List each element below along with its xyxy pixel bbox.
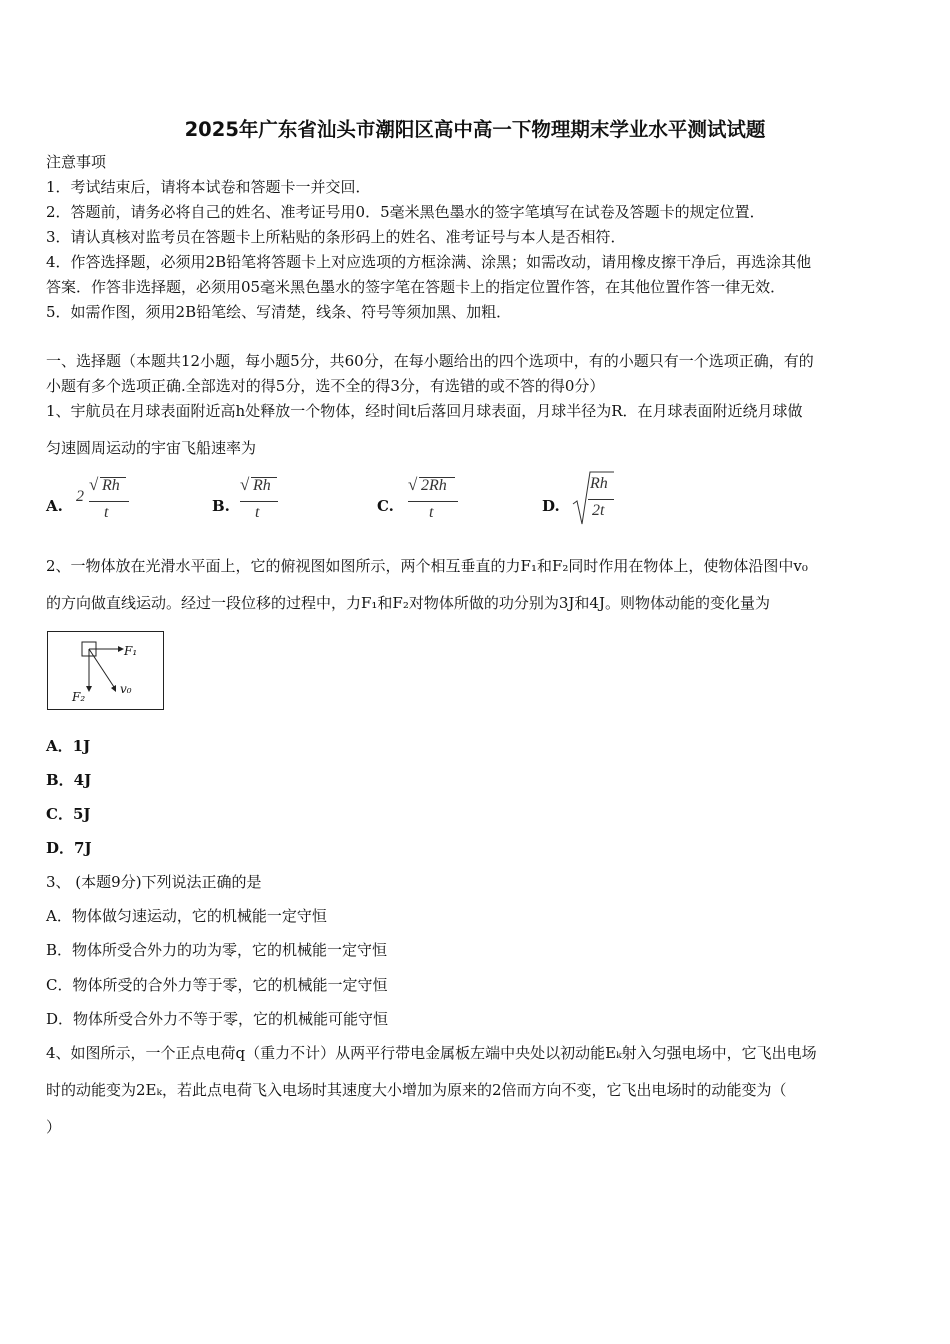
question-4-stem: ） <box>46 1118 62 1136</box>
question-3-option: C．物体所受的合外力等于零，它的机械能一定守恒 <box>46 976 388 994</box>
question-3-option: A．物体做匀速运动，它的机械能一定守恒 <box>46 907 327 925</box>
f1-label: F₁ <box>124 644 138 658</box>
notice-item: 答案．作答非选择题，必须用05毫米黑色墨水的签字笔在答题卡上的指定位置作答，在其他位置作答一律无效． <box>46 278 786 296</box>
question-3-option: D．物体所受合外力不等于零，它的机械能可能守恒 <box>46 1010 389 1028</box>
page-title: 2025年广东省汕头市潮阳区高中高一下物理期末学业水平测试试题 <box>184 118 766 141</box>
option-d-label: D. <box>542 497 560 515</box>
option-a-numerator: Rh <box>102 477 120 494</box>
question-3-stem: 3、 (本题9分)下列说法正确的是 <box>46 873 262 891</box>
option-d-numerator: Rh <box>590 475 608 492</box>
option-a-coefficient: 2 <box>76 488 84 505</box>
option-c-numerator: 2Rh <box>421 477 447 494</box>
question-4-stem: 时的动能变为2Eₖ，若此点电荷飞入电场时其速度大小增加为原来的2倍而方向不变，它飞出电场时的动能变为（ <box>46 1081 787 1099</box>
f2-label: F₂ <box>72 690 86 704</box>
section-instructions: 小题有多个选项正确.全部选对的得5分，选不全的得3分，有选错的或不答的得0分） <box>46 377 605 395</box>
force-diagram <box>47 631 164 710</box>
notice-item: 3．请认真核对监考员在答题卡上所粘贴的条形码上的姓名、准考证号与本人是否相符． <box>46 228 626 246</box>
option-c-label: C. <box>377 497 394 515</box>
question-3-option: B．物体所受合外力的功为零，它的机械能一定守恒 <box>46 941 388 959</box>
option-a-formula: 2 √ Rh t <box>76 472 136 528</box>
question-2-stem: 2、一物体放在光滑水平面上，它的俯视图如图所示，两个相互垂直的力F₁和F₂同时作用在物体上，使物体沿图中v₀ <box>46 557 808 575</box>
notice-item: 1．考试结束后，请将本试卷和答题卡一并交回． <box>46 178 371 196</box>
notice-item: 4．作答选择题，必须用2B铅笔将答题卡上对应选项的方框涂满、涂黑；如需改动，请用橡皮擦干净后，再选涂其他 <box>46 253 812 271</box>
option-b-denominator: t <box>255 504 260 521</box>
question-2-option: A．1J <box>46 737 91 755</box>
question-2-stem: 的方向做直线运动。经过一段位移的过程中，力F₁和F₂对物体所做的功分别为3J和4J。则物体动能的变化量为 <box>46 594 770 612</box>
option-a-label: A. <box>46 497 63 515</box>
option-c-denominator: t <box>429 504 434 521</box>
option-d-formula <box>572 470 622 528</box>
section-instructions: 一、选择题（本题共12小题，每小题5分，共60分，在每小题给出的四个选项中，有的小题只有一个选项正确，有的 <box>46 352 814 370</box>
notice-item: 5．如需作图，须用2B铅笔绘、写清楚，线条、符号等须加黑、加粗． <box>46 303 512 321</box>
option-a-denominator: t <box>104 504 109 521</box>
v0-label: v₀ <box>120 682 132 696</box>
question-4-stem: 4、如图所示，一个正点电荷q（重力不计）从两平行带电金属板左端中央处以初动能Eₖ射入匀强电场中，它飞出电场 <box>46 1044 817 1062</box>
question-2-option: B．4J <box>46 771 92 789</box>
option-c-formula: √ 2Rh t <box>408 472 468 528</box>
question-2-option: D．7J <box>46 839 92 857</box>
question-2-option: C．5J <box>46 805 91 823</box>
notice-item: 2．答题前，请务必将自己的姓名、准考证号用0．5毫米黑色墨水的签字笔填写在试卷及答题卡的规定位置． <box>46 203 765 221</box>
notice-heading: 注意事项 <box>46 153 107 171</box>
question-1-stem: 1、宇航员在月球表面附近高h处释放一个物体，经时间t后落回月球表面，月球半径为R．在月球表面附近绕月球做 <box>46 402 803 420</box>
force-diagram-drawing <box>48 632 163 709</box>
option-b-numerator: Rh <box>253 477 271 494</box>
option-d-denominator: 2t <box>592 502 605 519</box>
option-b-formula: √ Rh t <box>240 472 290 528</box>
option-b-label: B. <box>212 497 230 515</box>
question-1-stem: 匀速圆周运动的宇宙飞船速率为 <box>46 439 257 457</box>
